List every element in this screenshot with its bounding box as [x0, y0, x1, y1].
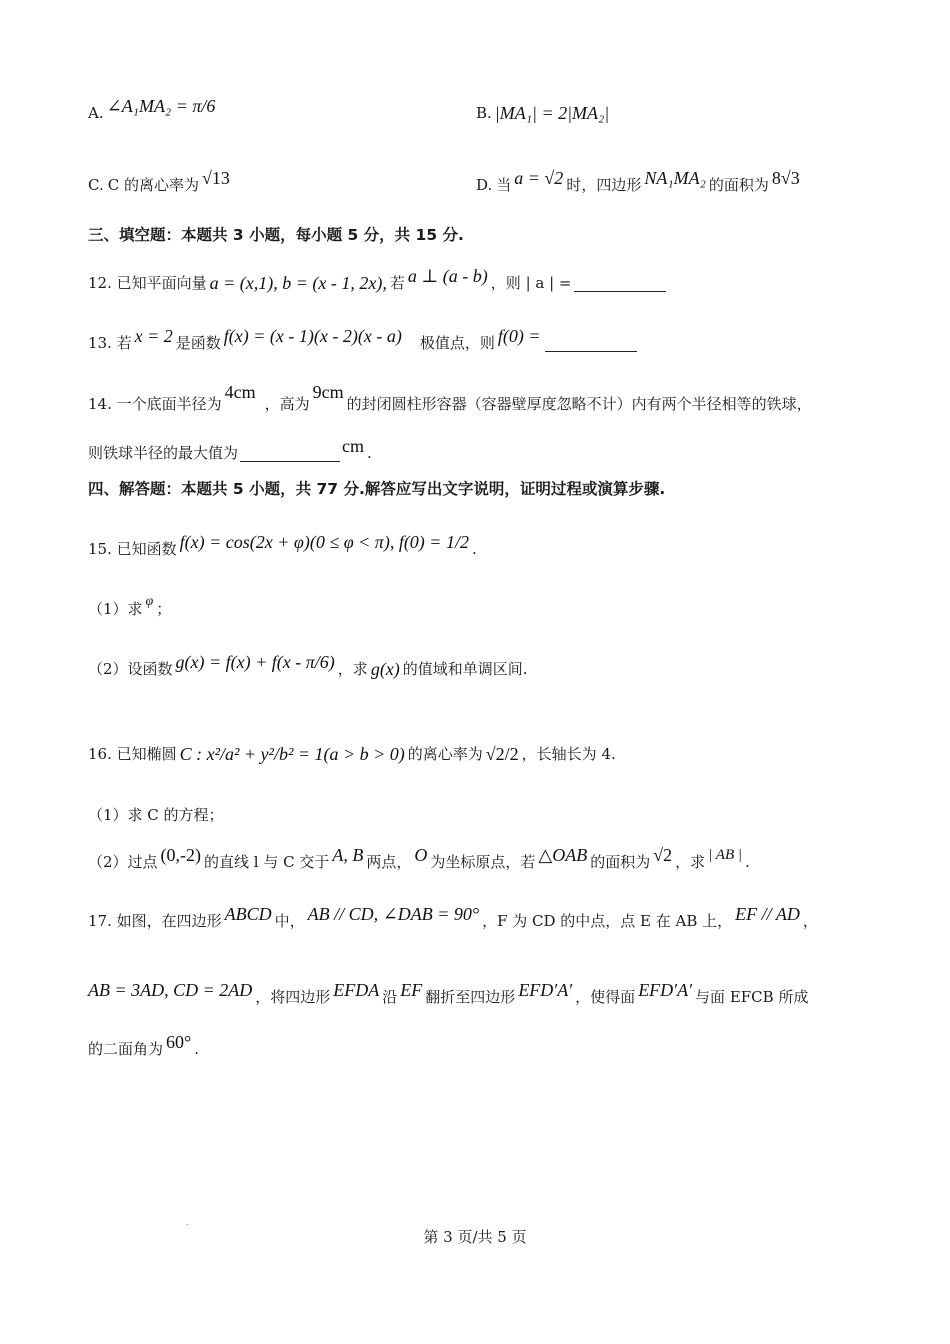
- q16-part2-length: | AB |: [708, 847, 742, 863]
- q17-mid3: ，将四边形: [255, 988, 331, 1006]
- q17-pre: 17. 如图，在四边形: [88, 912, 222, 930]
- q14-end: .: [367, 444, 372, 462]
- q17-mid1: 中，: [274, 912, 305, 930]
- q17-line3-pre: 的二面角为: [88, 1040, 164, 1058]
- q16-part2-ab: A, B: [332, 845, 364, 865]
- q14-mid: ，高为: [264, 395, 310, 413]
- option-b-expr: |MA₁| = 2|MA₂|: [494, 103, 610, 123]
- q15-part2-end: 的值域和单调区间.: [402, 660, 528, 678]
- section-4-title-text: 四、解答题：本题共 5 小题，共 77 分.解答应写出文字说明，证明过程或演算步骤.: [88, 480, 666, 498]
- option-c-text: C 的离心率为: [107, 176, 199, 194]
- q14-pre: 14. 一个底面半径为: [88, 395, 222, 413]
- q16-part2: [88, 845, 880, 873]
- q15-end: .: [471, 540, 477, 558]
- q14-line2-pre: 则铁球半径的最大值为: [88, 444, 239, 462]
- q16-part2-b: 两点，: [366, 853, 412, 871]
- q15-part2-expr: g(x) = f(x) + f(x - π/6): [175, 652, 335, 672]
- option-a-label: A.: [88, 104, 104, 122]
- q14-radius: 4cm: [224, 382, 256, 402]
- q17-angle: 60°: [166, 1032, 192, 1052]
- page-number: 第 3 页/共 5 页: [423, 1228, 527, 1246]
- q15-part1-end: ；: [156, 600, 172, 618]
- q17-expr8: EFD′A′: [638, 980, 693, 1000]
- q15-part1: [88, 594, 880, 620]
- q15-part1-pre: （1）求: [88, 600, 143, 618]
- question-17-line2: [88, 980, 880, 1008]
- q17-mid4: 沿: [382, 988, 398, 1006]
- q17-expr7: EFD′A′: [518, 980, 573, 1000]
- q12-mid: 若: [389, 274, 405, 292]
- q15-part2-mid: ，求: [337, 660, 368, 678]
- q15-part2: [88, 652, 880, 680]
- q16-part2-e: ，求: [675, 853, 706, 871]
- section-3-title: [88, 224, 880, 246]
- q16-eccentricity: √2/2: [485, 744, 519, 764]
- q15-part2-pre: （2）设函数: [88, 660, 173, 678]
- question-14: [88, 382, 880, 415]
- artifact-dot: [187, 1224, 188, 1225]
- q17-mid2: ，F 为 CD 的中点，点 E 在 AB 上，: [482, 912, 733, 930]
- q16-part2-d: 的面积为: [590, 853, 651, 871]
- q12-pre: 12. 已知平面向量: [88, 274, 207, 292]
- option-d-text-pre: 当: [496, 176, 512, 194]
- q14-post: 的封闭圆柱形容器（容器壁厚度忽略不计）内有两个半径相等的铁球，: [346, 395, 812, 413]
- question-13: [88, 326, 880, 354]
- option-d-text-mid2: 的面积为: [708, 176, 769, 194]
- q17-expr2: AB // CD, ∠DAB = 90°: [307, 904, 480, 924]
- q14-height: 9cm: [312, 382, 344, 402]
- question-14-line2: [88, 436, 880, 464]
- option-d-label: D.: [476, 176, 493, 194]
- q15-part1-expr: φ: [145, 594, 154, 609]
- q17-expr1: ABCD: [224, 904, 272, 924]
- question-16: [88, 743, 880, 765]
- q17-end1: ，: [802, 912, 818, 930]
- q13-answer-blank[interactable]: [545, 335, 637, 352]
- q16-part2-triangle: △OAB: [538, 845, 588, 865]
- q16-expr: C : x²/a² + y²/b² = 1(a > b > 0): [179, 744, 405, 764]
- q13-expr2: f(x) = (x - 1)(x - 2)(x - a): [223, 326, 402, 346]
- q13-expr1: x = 2: [134, 326, 173, 346]
- option-a-expr: ∠A₁MA₂ = π/6: [106, 96, 216, 116]
- q16-part2-c: 为坐标原点，若: [430, 853, 536, 871]
- q16-pre: 16. 已知椭圆: [88, 745, 177, 763]
- option-b-label: B.: [476, 104, 492, 122]
- q16-part2-end: .: [745, 853, 750, 871]
- q16-part1-text: （1）求 C 的方程；: [88, 806, 224, 824]
- q12-expr1: a = (x,1), b = (x - 1, 2x),: [209, 273, 387, 293]
- q16-part2-pre: （2）过点: [88, 853, 158, 871]
- q16-part2-o: O: [414, 845, 428, 865]
- q17-expr6: EF: [400, 980, 423, 1000]
- q14-unit: cm: [342, 436, 365, 456]
- q12-expr2: a ⊥ (a - b): [407, 266, 488, 286]
- q16-part2-area: √2: [653, 845, 673, 865]
- q17-line3-end: .: [194, 1040, 199, 1058]
- q16-post: ，长轴长为 4.: [521, 745, 616, 763]
- q16-part1: [88, 804, 880, 826]
- option-d: [476, 168, 880, 196]
- q16-part2-point: (0,-2): [160, 845, 202, 865]
- q13-pre: 13. 若: [88, 334, 132, 352]
- q16-part2-a: 的直线 l 与 C 交于: [204, 853, 330, 871]
- q17-expr5: EFDA: [333, 980, 380, 1000]
- option-d-expr2: NA₁MA₂: [644, 168, 706, 188]
- q17-expr3: EF // AD: [735, 904, 800, 924]
- question-17-line3: [88, 1032, 880, 1060]
- page-footer: [0, 1226, 950, 1247]
- q15-part2-expr2: g(x): [370, 659, 400, 679]
- q13-mid2: 极值点，则: [419, 334, 495, 352]
- option-d-expr1: a = √2: [514, 168, 564, 188]
- option-c-label: C.: [88, 176, 104, 194]
- option-c-expr: √13: [201, 168, 230, 188]
- q17-mid7: 与面 EFCB 所成: [695, 988, 809, 1006]
- q13-mid: 是函数: [175, 334, 221, 352]
- q12-post: ，则 | a | =: [490, 274, 572, 292]
- q15-pre: 15. 已知函数: [88, 540, 177, 558]
- option-d-text-mid: 时，四边形: [566, 176, 642, 194]
- q17-expr4: AB = 3AD, CD = 2AD: [88, 980, 253, 1000]
- q17-mid5: 翻折至四边形: [425, 988, 516, 1006]
- question-15: [88, 532, 880, 560]
- option-b: [476, 102, 880, 124]
- q16-mid: 的离心率为: [407, 745, 483, 763]
- q15-expr: f(x) = cos(2x + φ)(0 ≤ φ < π), f(0) = 1/2: [179, 532, 469, 552]
- section-3-title-text: 三、填空题：本题共 3 小题，每小题 5 分，共 15 分.: [88, 226, 464, 244]
- section-4-title: [88, 478, 880, 500]
- question-17: [88, 904, 880, 932]
- q13-expr3: f(0) =: [497, 326, 541, 346]
- option-d-expr3: 8√3: [771, 168, 800, 188]
- q17-mid6: ，使得面: [575, 988, 636, 1006]
- q12-answer-blank[interactable]: [574, 275, 666, 292]
- question-12: [88, 266, 880, 294]
- q14-answer-blank[interactable]: [240, 445, 340, 462]
